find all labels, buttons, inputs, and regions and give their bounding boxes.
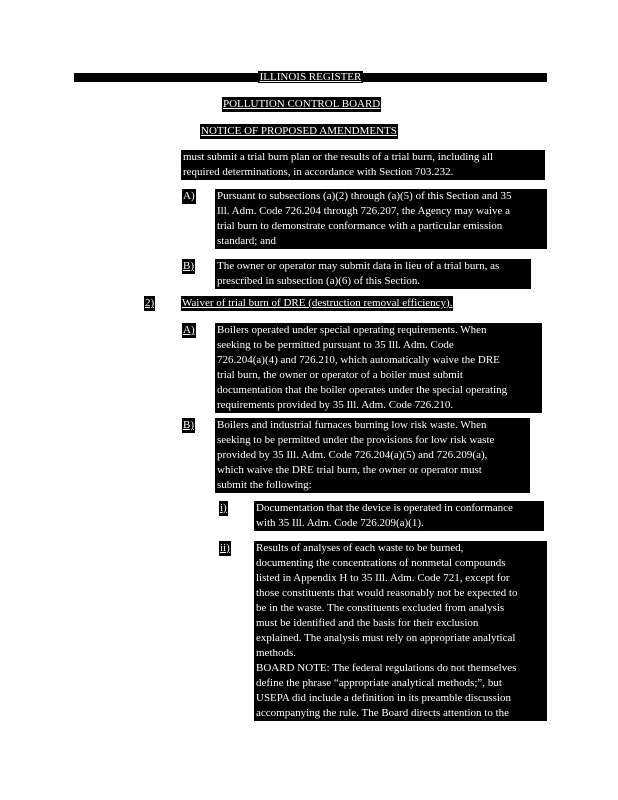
item-2bii-line: explained. The analysis must rely on appropriate analytical (256, 632, 516, 644)
item-2bi-line: Documentation that the device is operated in conformance (256, 502, 513, 514)
board-note-line: BOARD NOTE: The federal regulations do not themselves (256, 662, 517, 674)
item-2a-line: Boilers operated under special operating requirements. When (217, 324, 487, 336)
item-2bii-line: be in the waste. The constituents excluded from analysis (256, 602, 505, 614)
item-2bi-label: i) (220, 502, 227, 514)
register-title: ILLINOIS REGISTER (259, 71, 362, 83)
board-note-line: USEPA did include a definition in its preamble discussion (256, 692, 512, 704)
item-1b-line: The owner or operator may submit data in lieu of a trial burn, as (217, 260, 500, 272)
item-2bi-line: with 35 Ill. Adm. Code 726.209(a)(1). (256, 517, 424, 529)
item-1a-text (215, 189, 547, 249)
item-2a-line: documentation that the boiler operates under the special operating (217, 384, 508, 396)
item-1b-label: B) (183, 260, 194, 272)
item-1b-text (215, 259, 531, 289)
item-2bii-label: ii) (220, 542, 230, 554)
item-2bi-text (254, 501, 544, 531)
notice-title: NOTICE OF PROPOSED AMENDMENTS (201, 125, 397, 137)
item-2bii-line: Results of analyses of each waste to be burned, (256, 542, 464, 554)
item-2bii-line: those constituents that would reasonably not be expected to (256, 587, 518, 599)
item-2bii-line: listed in Appendix H to 35 Ill. Adm. Code 721, except for (256, 572, 510, 584)
item-2bii-line: must be identified and the basis for their exclusion (256, 617, 479, 629)
board-title: POLLUTION CONTROL BOARD (223, 98, 381, 110)
item-1a-line: Ill. Adm. Code 726.204 through 726.207, the Agency may waive a (217, 205, 510, 217)
item-2a-label: A) (183, 324, 195, 336)
board-note-line: define the phrase “appropriate analytical methods;”, but (256, 677, 502, 689)
item-2b-label: B) (183, 419, 194, 431)
item-2b-line: submit the following: (217, 479, 312, 491)
item-2-label: 2) (145, 297, 155, 309)
item-2b-line: Boilers and industrial furnaces burning low risk waste. When (217, 419, 487, 431)
item-2bii-line: documenting the concentrations of nonmetal compounds (256, 557, 506, 569)
item-2-title: Waiver of trial burn of DRE (destruction removal efficiency). (182, 297, 453, 309)
item-2bii-text (254, 541, 547, 661)
board-note-line: accompanying the rule. The Board directs attention to the (256, 707, 510, 719)
item-2a-line: trial burn, the owner or operator of a boiler must submit (217, 369, 463, 381)
item-2a-line: 726.204(a)(4) and 726.210, which automatically waive the DRE (217, 354, 500, 366)
item-2b-line: which waive the DRE trial burn, the owner or operator must (217, 464, 482, 476)
item-1a-line: trial burn to demonstrate conformance with a particular emission (217, 220, 503, 232)
item-2b-text (215, 418, 530, 493)
item-2bii-line: methods. (256, 647, 297, 659)
item-2a-line: requirements provided by 35 Ill. Adm. Code 726.210. (217, 399, 454, 411)
intro-paragraph: must submit a trial burn plan or the results of a trial burn, including all required determinations, in accordance with Section 703.232. (181, 150, 545, 180)
item-1b-line: prescribed in subsection (a)(6) of this Section. (217, 275, 421, 287)
item-1a-line: Pursuant to subsections (a)(2) through (a)(5) of this Section and 35 (217, 190, 512, 202)
item-2b-line: provided by 35 Ill. Adm. Code 726.204(a)(5) and 726.209(a), (217, 449, 488, 461)
item-2a-text (215, 323, 542, 413)
item-1a-label: A) (183, 190, 195, 202)
item-1a-line: standard; and (217, 235, 276, 247)
item-2a-line: seeking to be permitted pursuant to 35 Ill. Adm. Code (217, 339, 454, 351)
item-2b-line: seeking to be permitted under the provisions for low risk waste (217, 434, 495, 446)
board-note (254, 661, 547, 721)
